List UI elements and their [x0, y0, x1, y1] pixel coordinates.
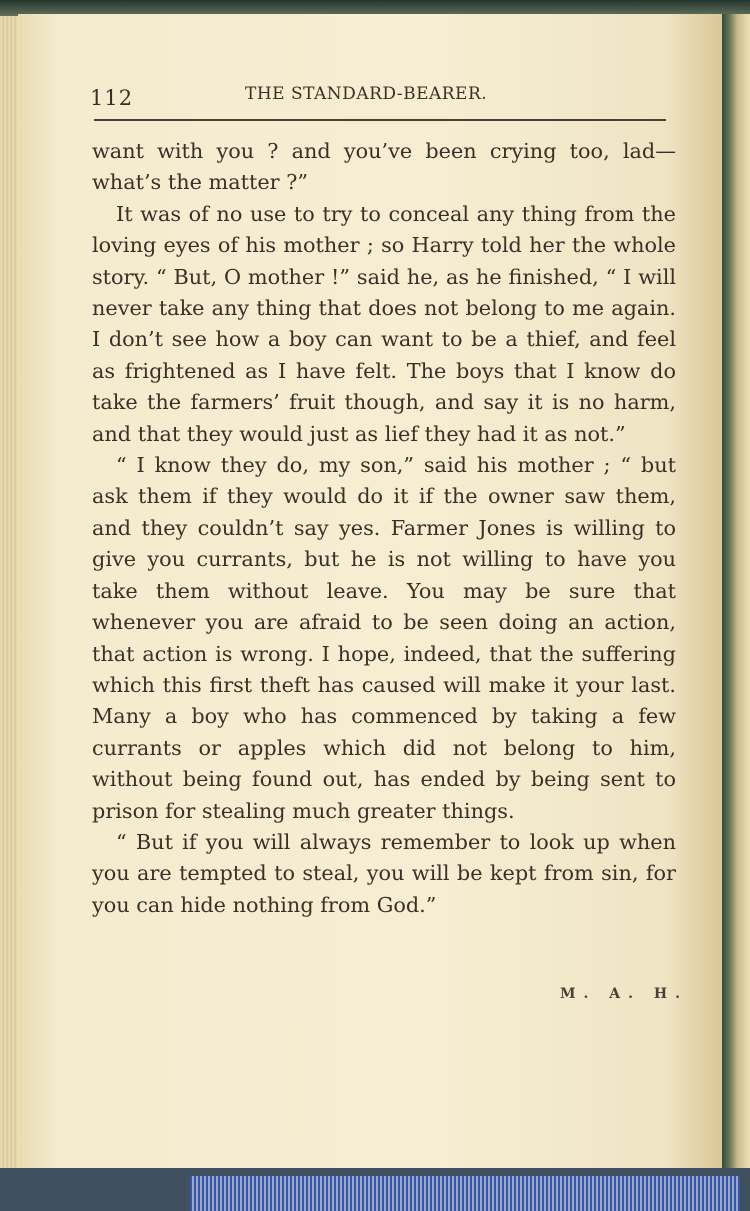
scan-ruler [190, 1176, 740, 1211]
header-rule [94, 119, 666, 121]
page-header [90, 82, 670, 112]
paragraph: “ But if you will always remember to look up when you are tempted to steal, you will be kept from sin, for you can hide nothing from God.” [92, 829, 676, 917]
page-number: 112 [90, 86, 134, 110]
paragraph: It was of no use to try to conceal any thing from the loving eyes of his mother ; so Harry told her the whole story. “ But, O mother !” said he, as he finished, “ I will never take any thing that does not belong to me again. I don’t see how a boy can want to be a thief, and feel as frightened as I have felt. The boys that I know do take the farmers’ fruit though, and say it is no harm, and that they would just as lief they had it as not.” [92, 201, 676, 446]
paragraph: “ I know they do, my son,” said his mother ; “ but ask them if they would do it if the owner saw them, and they couldn’t say yes. Farmer Jones is willing to give you currants, but he is not willing to have you take them without leave. You may be sure that whenever you are afraid to be seen doing an action, that action is wrong. I hope, indeed, that the suffering which this first theft has caused will make it your last. Many a boy who has commenced by taking a few currants or apples which did not belong to him, without being found out, has ended by being sent to prison for stealing much greater things. [92, 453, 676, 823]
running-title: THE STANDARD-BEARER. [245, 84, 488, 104]
body-text [92, 136, 676, 921]
paragraph: want with you ? and you’ve been crying too, lad— what’s the matter ?” [92, 139, 676, 195]
author-signature: M. A. H. [560, 986, 688, 1002]
book-gutter [722, 14, 750, 1169]
